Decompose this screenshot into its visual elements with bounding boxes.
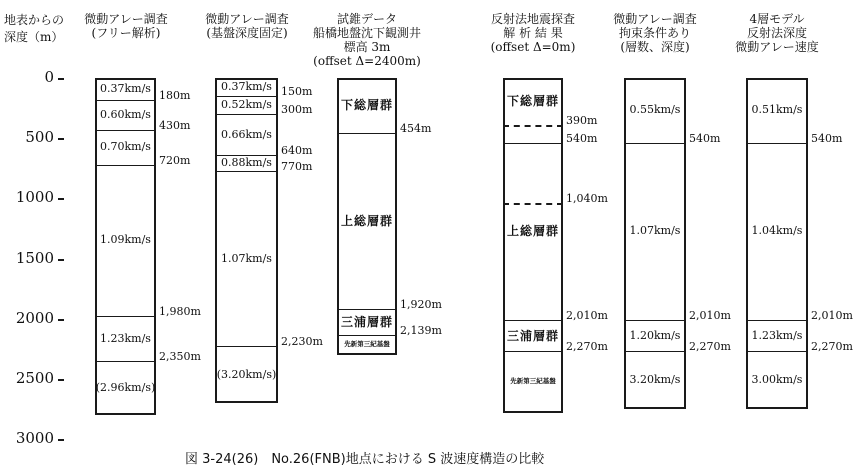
formation-label: 先新第三紀基盤 [510, 376, 556, 385]
column-header-model4: 微動アレー速度 [735, 40, 819, 54]
layer-boundary [746, 143, 808, 144]
depth-label: 2,230m [281, 335, 323, 349]
layer-boundary [746, 320, 808, 321]
layer-boundary [503, 143, 563, 144]
column-header-seismic: 反射法地震探査 [490, 12, 575, 26]
velocity-label: 1.07km/s [629, 224, 681, 238]
depth-label: 770m [281, 159, 313, 173]
velocity-label: 1.07km/s [221, 251, 272, 265]
velocity-label: 0.37km/s [221, 80, 272, 94]
column-header-well: (offset Δ=2400m) [313, 54, 421, 68]
layer-boundary [337, 309, 397, 310]
layer-boundary [624, 351, 686, 352]
velocity-label: 1.23km/s [100, 331, 151, 345]
y-tick-mark [58, 138, 64, 140]
y-tick-label: 3000 [15, 429, 54, 447]
figure-caption: 図 3-24(26) No.26(FNB)地点における S 波速度構造の比較 [185, 452, 545, 467]
layer-boundary [746, 351, 808, 352]
depth-label: 1,920m [400, 298, 442, 312]
column-model4 [746, 78, 808, 409]
depth-label: 454m [400, 121, 432, 135]
y-tick-label: 2000 [15, 308, 54, 327]
column-header-fixed: 微動アレー調査 [205, 12, 289, 26]
layer-boundary [95, 130, 156, 131]
velocity-label: 1.09km/s [100, 233, 151, 247]
velocity-label: 1.20km/s [629, 328, 681, 342]
layer-boundary [624, 143, 686, 144]
layer-boundary [215, 171, 278, 172]
velocity-label: 0.51km/s [751, 103, 803, 117]
depth-label: 2,010m [811, 308, 853, 322]
layer-boundary [215, 114, 278, 115]
velocity-label: 3.00km/s [751, 373, 803, 387]
y-tick-label: 1000 [15, 188, 54, 207]
depth-label: 390m [566, 113, 598, 127]
column-seismic [503, 78, 563, 413]
velocity-label: 0.37km/s [100, 81, 151, 95]
column-header-model4: 4層モデル [749, 12, 805, 26]
y-tick-mark [58, 439, 64, 441]
layer-boundary [503, 203, 563, 205]
y-tick-mark [58, 78, 64, 80]
depth-label: 2,139m [400, 324, 442, 338]
velocity-label: 3.20km/s [629, 373, 681, 387]
yaxis-title-line2: 深度（m） [4, 30, 64, 44]
depth-label: 640m [281, 144, 313, 157]
column-header-constrained: 拘束条件あり [618, 26, 691, 40]
depth-label: 300m [281, 103, 313, 117]
column-header-constrained: (層数、深度) [620, 40, 690, 54]
column-free [95, 78, 156, 415]
y-tick-mark [58, 259, 64, 261]
depth-label: 1,040m [566, 192, 608, 206]
velocity-label: 0.55km/s [629, 103, 681, 117]
depth-label: 150m [281, 85, 313, 99]
velocity-label: 0.66km/s [221, 127, 272, 141]
layer-boundary [215, 346, 278, 347]
velocity-label: (3.20km/s) [216, 367, 277, 381]
velocity-label: 0.70km/s [100, 140, 151, 154]
formation-label: 下総層群 [506, 94, 559, 109]
layer-boundary [95, 316, 156, 317]
layer-boundary [215, 96, 278, 97]
depth-label: 540m [689, 131, 721, 145]
depth-label: 2,010m [689, 308, 731, 322]
y-tick-mark [58, 198, 64, 200]
velocity-label: 1.04km/s [751, 224, 803, 238]
depth-label: 2,270m [811, 340, 853, 354]
y-tick-label: 1500 [15, 248, 54, 267]
depth-label: 2,270m [566, 340, 608, 354]
column-header-well: 試錐データ [336, 12, 397, 26]
velocity-label: 0.60km/s [100, 107, 151, 121]
layer-boundary [95, 361, 156, 362]
column-header-constrained: 微動アレー調査 [613, 12, 697, 26]
y-tick-mark [58, 319, 64, 321]
layer-boundary [503, 351, 563, 352]
formation-label: 下総層群 [340, 98, 393, 113]
column-header-well: 標高 3m [343, 40, 391, 54]
column-constrained [624, 78, 686, 409]
formation-label: 上総層群 [506, 224, 559, 239]
column-header-free: (フリー解析) [91, 26, 161, 40]
column-header-model4: 反射法深度 [746, 26, 807, 40]
depth-label: 2,350m [159, 349, 201, 363]
formation-label: 三浦層群 [340, 315, 393, 330]
depth-label: 720m [159, 153, 191, 167]
column-fixed [215, 78, 278, 403]
yaxis-title-line1: 地表からの [4, 13, 65, 27]
velocity-label: 1.23km/s [751, 328, 803, 342]
depth-label: 2,270m [689, 340, 731, 354]
formation-label: 先新第三紀基盤 [344, 340, 390, 349]
column-header-fixed: (基盤深度固定) [206, 26, 288, 40]
y-tick-label: 500 [25, 128, 54, 147]
depth-label: 540m [811, 131, 843, 145]
column-header-seismic: (offset Δ=0m) [490, 40, 576, 54]
y-tick-label: 0 [44, 68, 54, 86]
y-tick-label: 2500 [15, 368, 54, 387]
velocity-label: 0.52km/s [221, 98, 272, 112]
depth-label: 430m [159, 118, 191, 132]
column-header-well: 船橋地盤沈下観測井 [312, 26, 421, 40]
layer-boundary [503, 320, 563, 321]
layer-boundary [95, 100, 156, 101]
layer-boundary [337, 133, 397, 134]
depth-label: 2,010m [566, 308, 608, 322]
velocity-label: 0.88km/s [221, 155, 272, 169]
layer-boundary [337, 335, 397, 336]
layer-boundary [95, 165, 156, 166]
depth-label: 180m [159, 88, 191, 102]
depth-label: 1,980m [159, 305, 201, 319]
layer-boundary [503, 125, 563, 127]
column-header-seismic: 解 析 結 果 [503, 26, 563, 40]
formation-label: 上総層群 [340, 213, 393, 228]
y-tick-mark [58, 379, 64, 381]
layer-boundary [624, 320, 686, 321]
depth-label: 540m [566, 131, 598, 145]
velocity-label: (2.96km/s) [95, 380, 156, 394]
column-header-free: 微動アレー調査 [84, 12, 168, 26]
formation-label: 三浦層群 [506, 328, 559, 343]
